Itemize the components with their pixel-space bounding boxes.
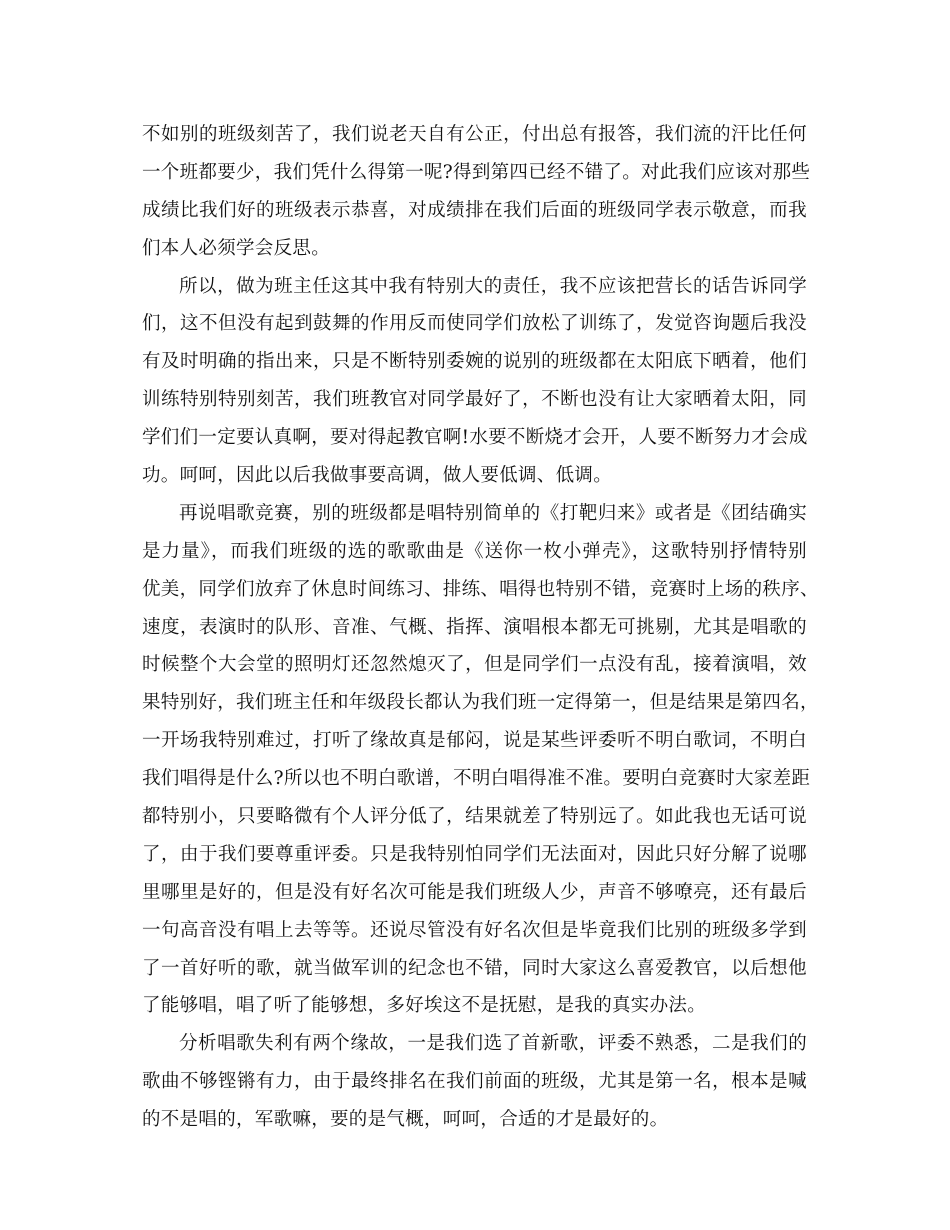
text-line: 一开场我特别难过，打听了缘故真是郁闷，说是某些评委听不明白歌词，不明白 — [142, 730, 807, 752]
text-line: 们本人必须学会反思。 — [142, 237, 331, 259]
text-line: 们，这不但没有起到鼓舞的作用反而使同学们放松了训练了，发觉咨询题后我没 — [142, 313, 807, 335]
text-line: 再说唱歌竞赛，别的班级都是唱特别简单的《打靶归来》或者是《团结确实 — [179, 502, 807, 524]
text-line: 训练特别特别刻苦，我们班教官对同学最好了，不断也没有让大家晒着太阳，同 — [142, 389, 807, 411]
text-line: 的不是唱的，军歌嘛，要的是气概，呵呵，合适的才是最好的。 — [142, 1109, 669, 1131]
text-line: 优美，同学们放弃了休息时间练习、排练、唱得也特别不错，竞赛时上场的秩序、 — [142, 578, 819, 600]
text-line: 是力量》，而我们班级的选的歌歌曲是《送你一枚小弹壳》，这歌特别抒情特别 — [142, 540, 807, 562]
text-line: 了一首好听的歌，就当做军训的纪念也不错，同时大家这么喜爱教官，以后想他 — [142, 957, 807, 979]
text-line: 歌曲不够铿锵有力，由于最终排名在我们前面的班级，尤其是第一名，根本是喊 — [142, 1071, 807, 1093]
document-body — [142, 116, 819, 1139]
text-line: 时候整个大会堂的照明灯还忽然熄灭了，但是同学们一点没有乱，接着演唱，效 — [142, 654, 807, 676]
text-line: 不如别的班级刻苦了，我们说老天自有公正，付出总有报答，我们流的汗比任何 — [142, 124, 807, 145]
text-line: 了，由于我们要尊重评委。只是我特别怕同学们无法面对，因此只好分解了说哪 — [142, 843, 807, 865]
text-line: 所以，做为班主任这其中我有特别大的责任，我不应该把营长的话告诉同学 — [179, 275, 807, 297]
text-line: 果特别好，我们班主任和年级段长都认为我们班一定得第一，但是结果是第四名， — [142, 692, 819, 714]
text-line: 一个班都要少，我们凭什么得第一呢?得到第四已经不错了。对此我们应该对那些 — [142, 161, 811, 183]
text-line: 一句高音没有唱上去等等。还说尽管没有好名次但是毕竟我们比别的班级多学到 — [142, 919, 807, 941]
text-line: 速度，表演时的队形、音准、气概、指挥、演唱根本都无可挑剔，尤其是唱歌的 — [142, 616, 807, 638]
text-line: 里哪里是好的，但是没有好名次可能是我们班级人少，声音不够嘹亮，还有最后 — [142, 881, 807, 903]
text-line: 有及时明确的指出来，只是不断特别委婉的说别的班级都在太阳底下晒着，他们 — [142, 351, 807, 373]
text-line: 我们唱得是什么?所以也不明白歌谱，不明白唱得准不准。要明白竞赛时大家差距 — [142, 768, 811, 790]
text-line: 了能够唱，唱了听了能够想，多好埃这不是抚慰，是我的真实办法。 — [142, 995, 707, 1017]
text-line: 学们们一定要认真啊，要对得起教官啊!水要不断烧才会开，人要不断努力才会成 — [142, 427, 808, 449]
text-line: 功。呵呵，因此以后我做事要高调，做人要低调、低调。 — [142, 465, 613, 487]
text-line: 成绩比我们好的班级表示恭喜，对成绩排在我们后面的班级同学表示敬意，而我 — [142, 199, 807, 221]
text-line: 都特别小，只要略微有个人评分低了，结果就差了特别远了。如此我也无话可说 — [142, 806, 807, 828]
text-line: 分析唱歌失利有两个缘故，一是我们选了首新歌，评委不熟悉，二是我们的 — [179, 1033, 807, 1055]
